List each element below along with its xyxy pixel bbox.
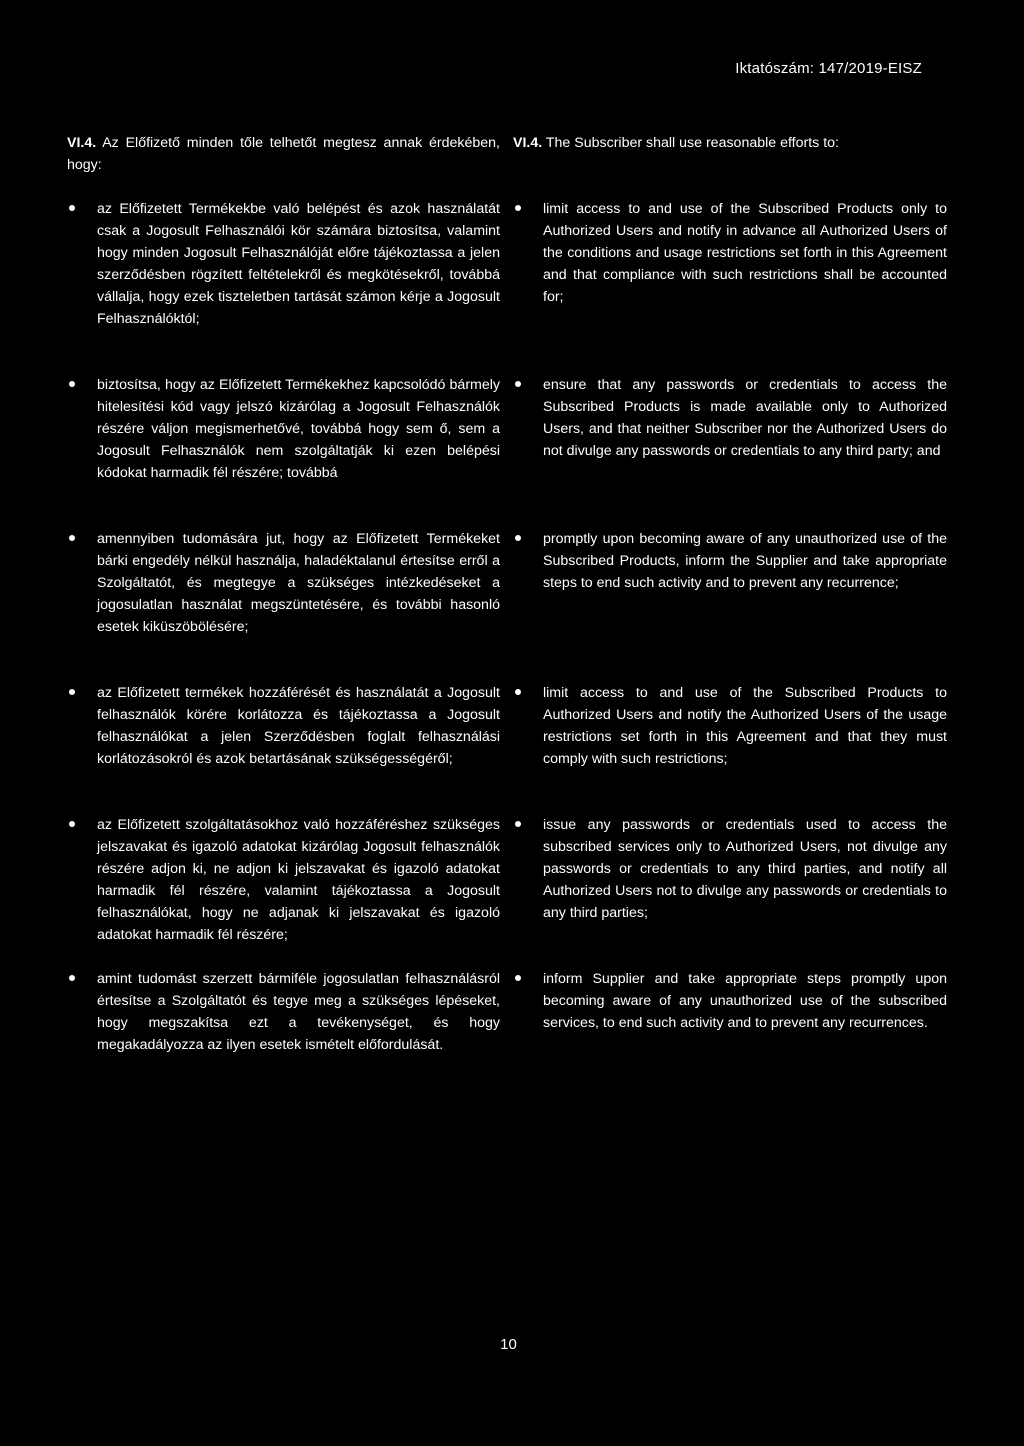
hungarian-column [67, 132, 500, 1053]
list-item [67, 198, 500, 330]
list-item [513, 528, 947, 594]
list-item-text: biztosítsa, hogy az Előfizetett Termékekhez kapcsolódó bármely hitelesítési kód vagy jelszó kizárólag a Jogosult Felhasználók részére váljon megismerhetővé, továbbá hogy sem ő, sem a Jogosult Felhasználók nem szolgáltatják ki ezen belépési kódokat harmadik fél részére; továbbá [97, 377, 500, 481]
list-item [513, 814, 947, 924]
bullet-icon [515, 821, 521, 827]
section-number-en: VI.4. [513, 135, 543, 151]
bullet-icon [69, 821, 75, 827]
list-item [513, 374, 947, 462]
bullet-icon [515, 975, 521, 981]
bullet-icon [69, 975, 75, 981]
section-heading-text-hu: Az Előfizető minden tőle telhetőt megtesz annak érdekében, hogy: [67, 135, 500, 173]
list-item [67, 528, 500, 638]
list-item-text: az Előfizetett Termékekbe való belépést és azok használatát csak a Jogosult Felhasználói kör számára biztosítsa, valamint hogy minden Jogosult Felhasználóját előre tájékoztassa a jelen szerződésben rögzített feltételekről és megkötésekről, továbbá vállalja, hogy ezek tiszteletben tartását számon kérje a Jogosult Felhasználóktól; [97, 201, 500, 327]
bullet-icon [69, 689, 75, 695]
list-item-text: az Előfizetett szolgáltatásokhoz való hozzáféréshez szükséges jelszavakat és igazoló adatokat kizárólag Jogosult felhasználók részére adjon ki, ne adjon ki jelszavakat és igazoló adatokat harmadik fél részére, valamint tájékoztassa a Jogosult felhasználókat, hogy ne adjanak ki jelszavakat és igazoló adatokat harmadik fél részére; [97, 817, 500, 943]
english-column [513, 132, 947, 1031]
list-item [513, 682, 947, 770]
list-item-text: promptly upon becoming aware of any unauthorized use of the Subscribed Products, inform the Supplier and take appropriate steps to end such activity and to prevent any recurrence; [543, 531, 947, 591]
list-item [67, 968, 500, 1056]
list-item [513, 198, 947, 308]
list-item [67, 814, 500, 946]
list-item-text: inform Supplier and take appropriate steps promptly upon becoming aware of any unauthorized use of the subscribed services, to end such activity and to prevent any recurrences. [543, 971, 947, 1031]
section-heading-hu [67, 132, 500, 176]
list-item-text: amennyiben tudomására jut, hogy az Előfizetett Termékeket bárki engedély nélkül használja, haladéktalanul értesítse erről a Szolgáltatót, és megtegye a szükséges intézkedéseket a jogosulatlan használat megszüntetésére, és további hasonló esetek kiküszöbölésére; [97, 531, 500, 635]
page-number: 10 [500, 1336, 517, 1353]
list-item-text: limit access to and use of the Subscribed Products to Authorized Users and notify the Authorized Users of the usage restrictions set forth in this Agreement and that they must comply with such restrictions; [543, 685, 947, 767]
list-item-text: amint tudomást szerzett bármiféle jogosulatlan felhasználásról értesítse a Szolgáltatót és tegye meg a szükséges lépéseket, hogy megszakítsa ezt a tevékenységet, és hogy megakadályozza az ilyen esetek ismételt előfordulását. [97, 971, 500, 1053]
list-item [67, 682, 500, 770]
list-item-text: issue any passwords or credentials used to access the subscribed services only to Authorized Users, not divulge any passwords or credentials to any third parties, and notify all Authorized Users not to divulge any passwords or credentials to any third parties; [543, 817, 947, 921]
list-item-text: ensure that any passwords or credentials to access the Subscribed Products is made available only to Authorized Users, and that neither Subscriber nor the Authorized Users do not divulge any passwords or credentials to any third party; and [543, 377, 947, 459]
reference-number: Iktatószám: 147/2019-EISZ [735, 60, 922, 77]
list-item [513, 968, 947, 1034]
section-heading-text-en: The Subscriber shall use reasonable efforts to: [545, 135, 839, 151]
list-item-text: az Előfizetett termékek hozzáférését és használatát a Jogosult felhasználók körére korlátozza és tájékoztassa a Jogosult felhasználókat a jelen Szerződésben foglalt felhasználási korlátozásokról és azok betartásának szükségességéről; [97, 685, 500, 767]
section-heading-en [513, 132, 947, 154]
bullet-icon [515, 535, 521, 541]
list-item-text: limit access to and use of the Subscribed Products only to Authorized Users and notify in advance all Authorized Users of the conditions and usage restrictions set forth in this Agreement and that compliance with such restrictions shall be accounted for; [543, 201, 947, 305]
section-number-hu: VI.4. [67, 135, 97, 151]
bullet-icon [69, 535, 75, 541]
bullet-icon [515, 381, 521, 387]
bullet-icon [515, 205, 521, 211]
bullet-icon [69, 381, 75, 387]
bullet-icon [515, 689, 521, 695]
list-item [67, 374, 500, 484]
bullet-icon [69, 205, 75, 211]
